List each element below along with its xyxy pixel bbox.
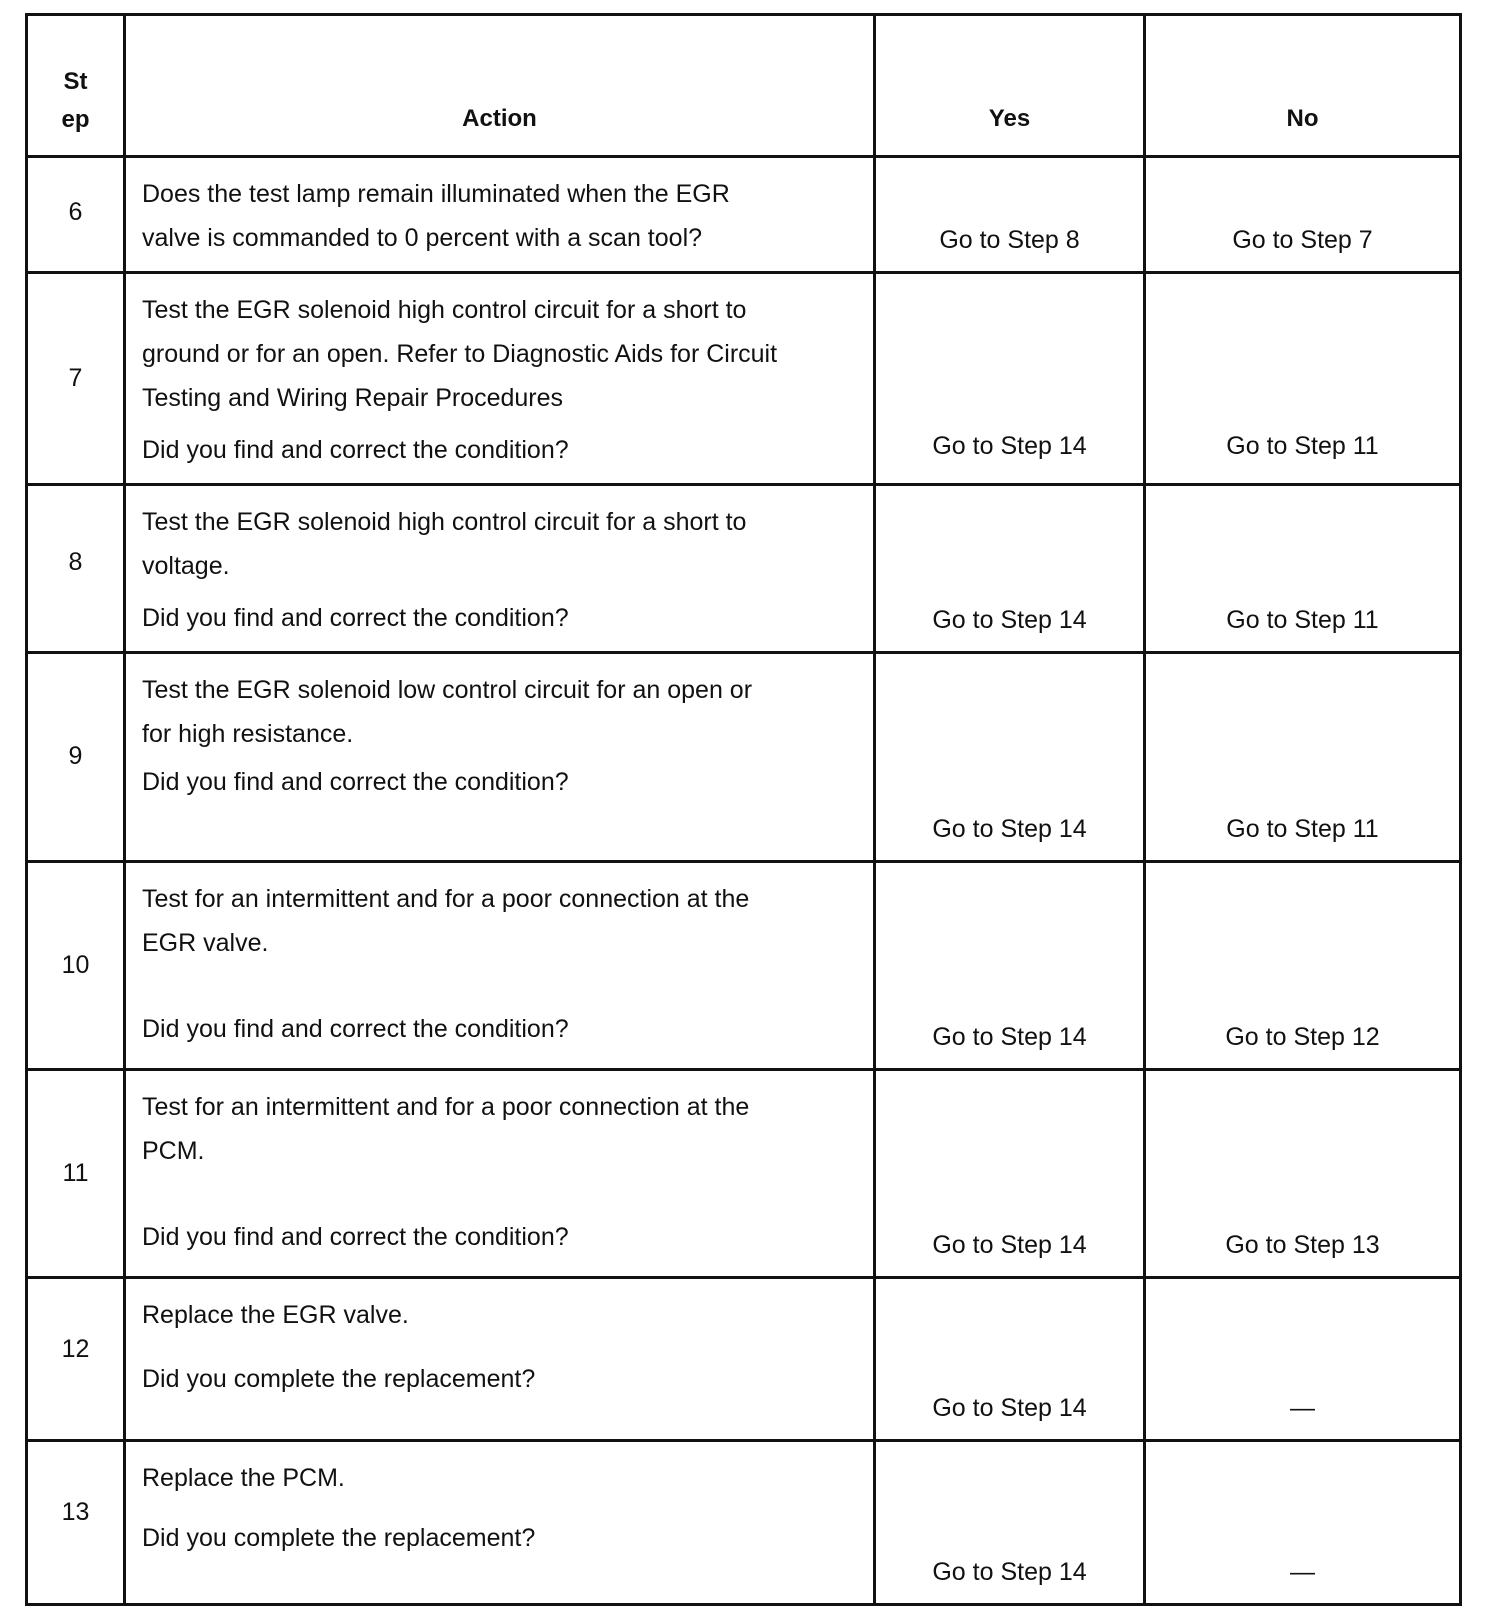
no-result: Go to Step 11 [1145,653,1461,862]
action-question: Did you find and correct the condition? [142,1014,569,1043]
yes-result: Go to Step 8 [875,157,1145,273]
table-row [27,273,1461,485]
action-text [125,273,875,485]
step-number: 7 [27,273,125,485]
yes-result: Go to Step 14 [875,653,1145,862]
no-result: Go to Step 7 [1145,157,1461,273]
action-text [125,861,875,1069]
action-question: Did you complete the replacement? [142,1364,536,1393]
table-header-row [27,15,1461,157]
step-number: 9 [27,653,125,862]
step-number: 10 [27,861,125,1069]
action-question: Did you find and correct the condition? [142,604,569,633]
table-row [27,653,1461,862]
yes-result: Go to Step 14 [875,1069,1145,1277]
action-text [125,157,875,273]
yes-result: Go to Step 14 [875,273,1145,485]
action-line: for high resistance. [142,720,354,749]
yes-result: Go to Step 14 [875,485,1145,653]
diagnostic-steps-table [25,13,1462,1606]
yes-result: Go to Step 14 [875,1277,1145,1441]
action-line: EGR valve. [142,928,269,957]
action-line: Replace the EGR valve. [142,1300,409,1329]
step-number: 11 [27,1069,125,1277]
action-line: Replace the PCM. [142,1464,345,1493]
no-result: Go to Step 13 [1145,1069,1461,1277]
no-result: Go to Step 11 [1145,273,1461,485]
action-question: Did you find and correct the condition? [142,1222,569,1251]
action-text [125,1277,875,1441]
no-result: Go to Step 12 [1145,861,1461,1069]
no-result: — [1145,1441,1461,1605]
action-question: Did you find and correct the condition? [142,768,569,797]
action-line: PCM. [142,1136,205,1165]
step-number: 13 [27,1441,125,1605]
no-result: — [1145,1277,1461,1441]
action-line: Test the EGR solenoid high control circuit for a short to [142,508,747,537]
table-row [27,485,1461,653]
action-line: Testing and Wiring Repair Procedures [142,384,564,413]
action-line: valve is commanded to 0 percent with a scan tool? [142,224,703,252]
action-question: Did you complete the replacement? [142,1524,536,1553]
no-result: Go to Step 11 [1145,485,1461,653]
action-line: Test for an intermittent and for a poor connection at the [142,884,750,913]
action-text [125,1069,875,1277]
yes-result: Go to Step 14 [875,1441,1145,1605]
action-line: Test the EGR solenoid high control circuit for a short to [142,296,747,325]
column-header-step: St ep [27,15,125,157]
action-question: Did you find and correct the condition? [142,436,569,465]
step-number: 6 [27,157,125,273]
action-text [125,653,875,862]
column-header-no: No [1145,15,1461,157]
column-header-action: Action [125,15,875,157]
column-header-yes: Yes [875,15,1145,157]
action-line: Does the test lamp remain illuminated when the EGR [142,180,730,208]
action-line: Test the EGR solenoid low control circuit for an open or [142,676,753,705]
action-line: Test for an intermittent and for a poor connection at the [142,1092,750,1121]
action-text [125,485,875,653]
table-row [27,1069,1461,1277]
table-row [27,157,1461,273]
yes-result: Go to Step 14 [875,861,1145,1069]
step-number: 12 [27,1277,125,1441]
action-line: voltage. [142,552,230,581]
table-row [27,1441,1461,1605]
step-number: 8 [27,485,125,653]
action-line: ground or for an open. Refer to Diagnostic Aids for Circuit [142,340,778,369]
table-row [27,1277,1461,1441]
table-row [27,861,1461,1069]
action-text [125,1441,875,1605]
